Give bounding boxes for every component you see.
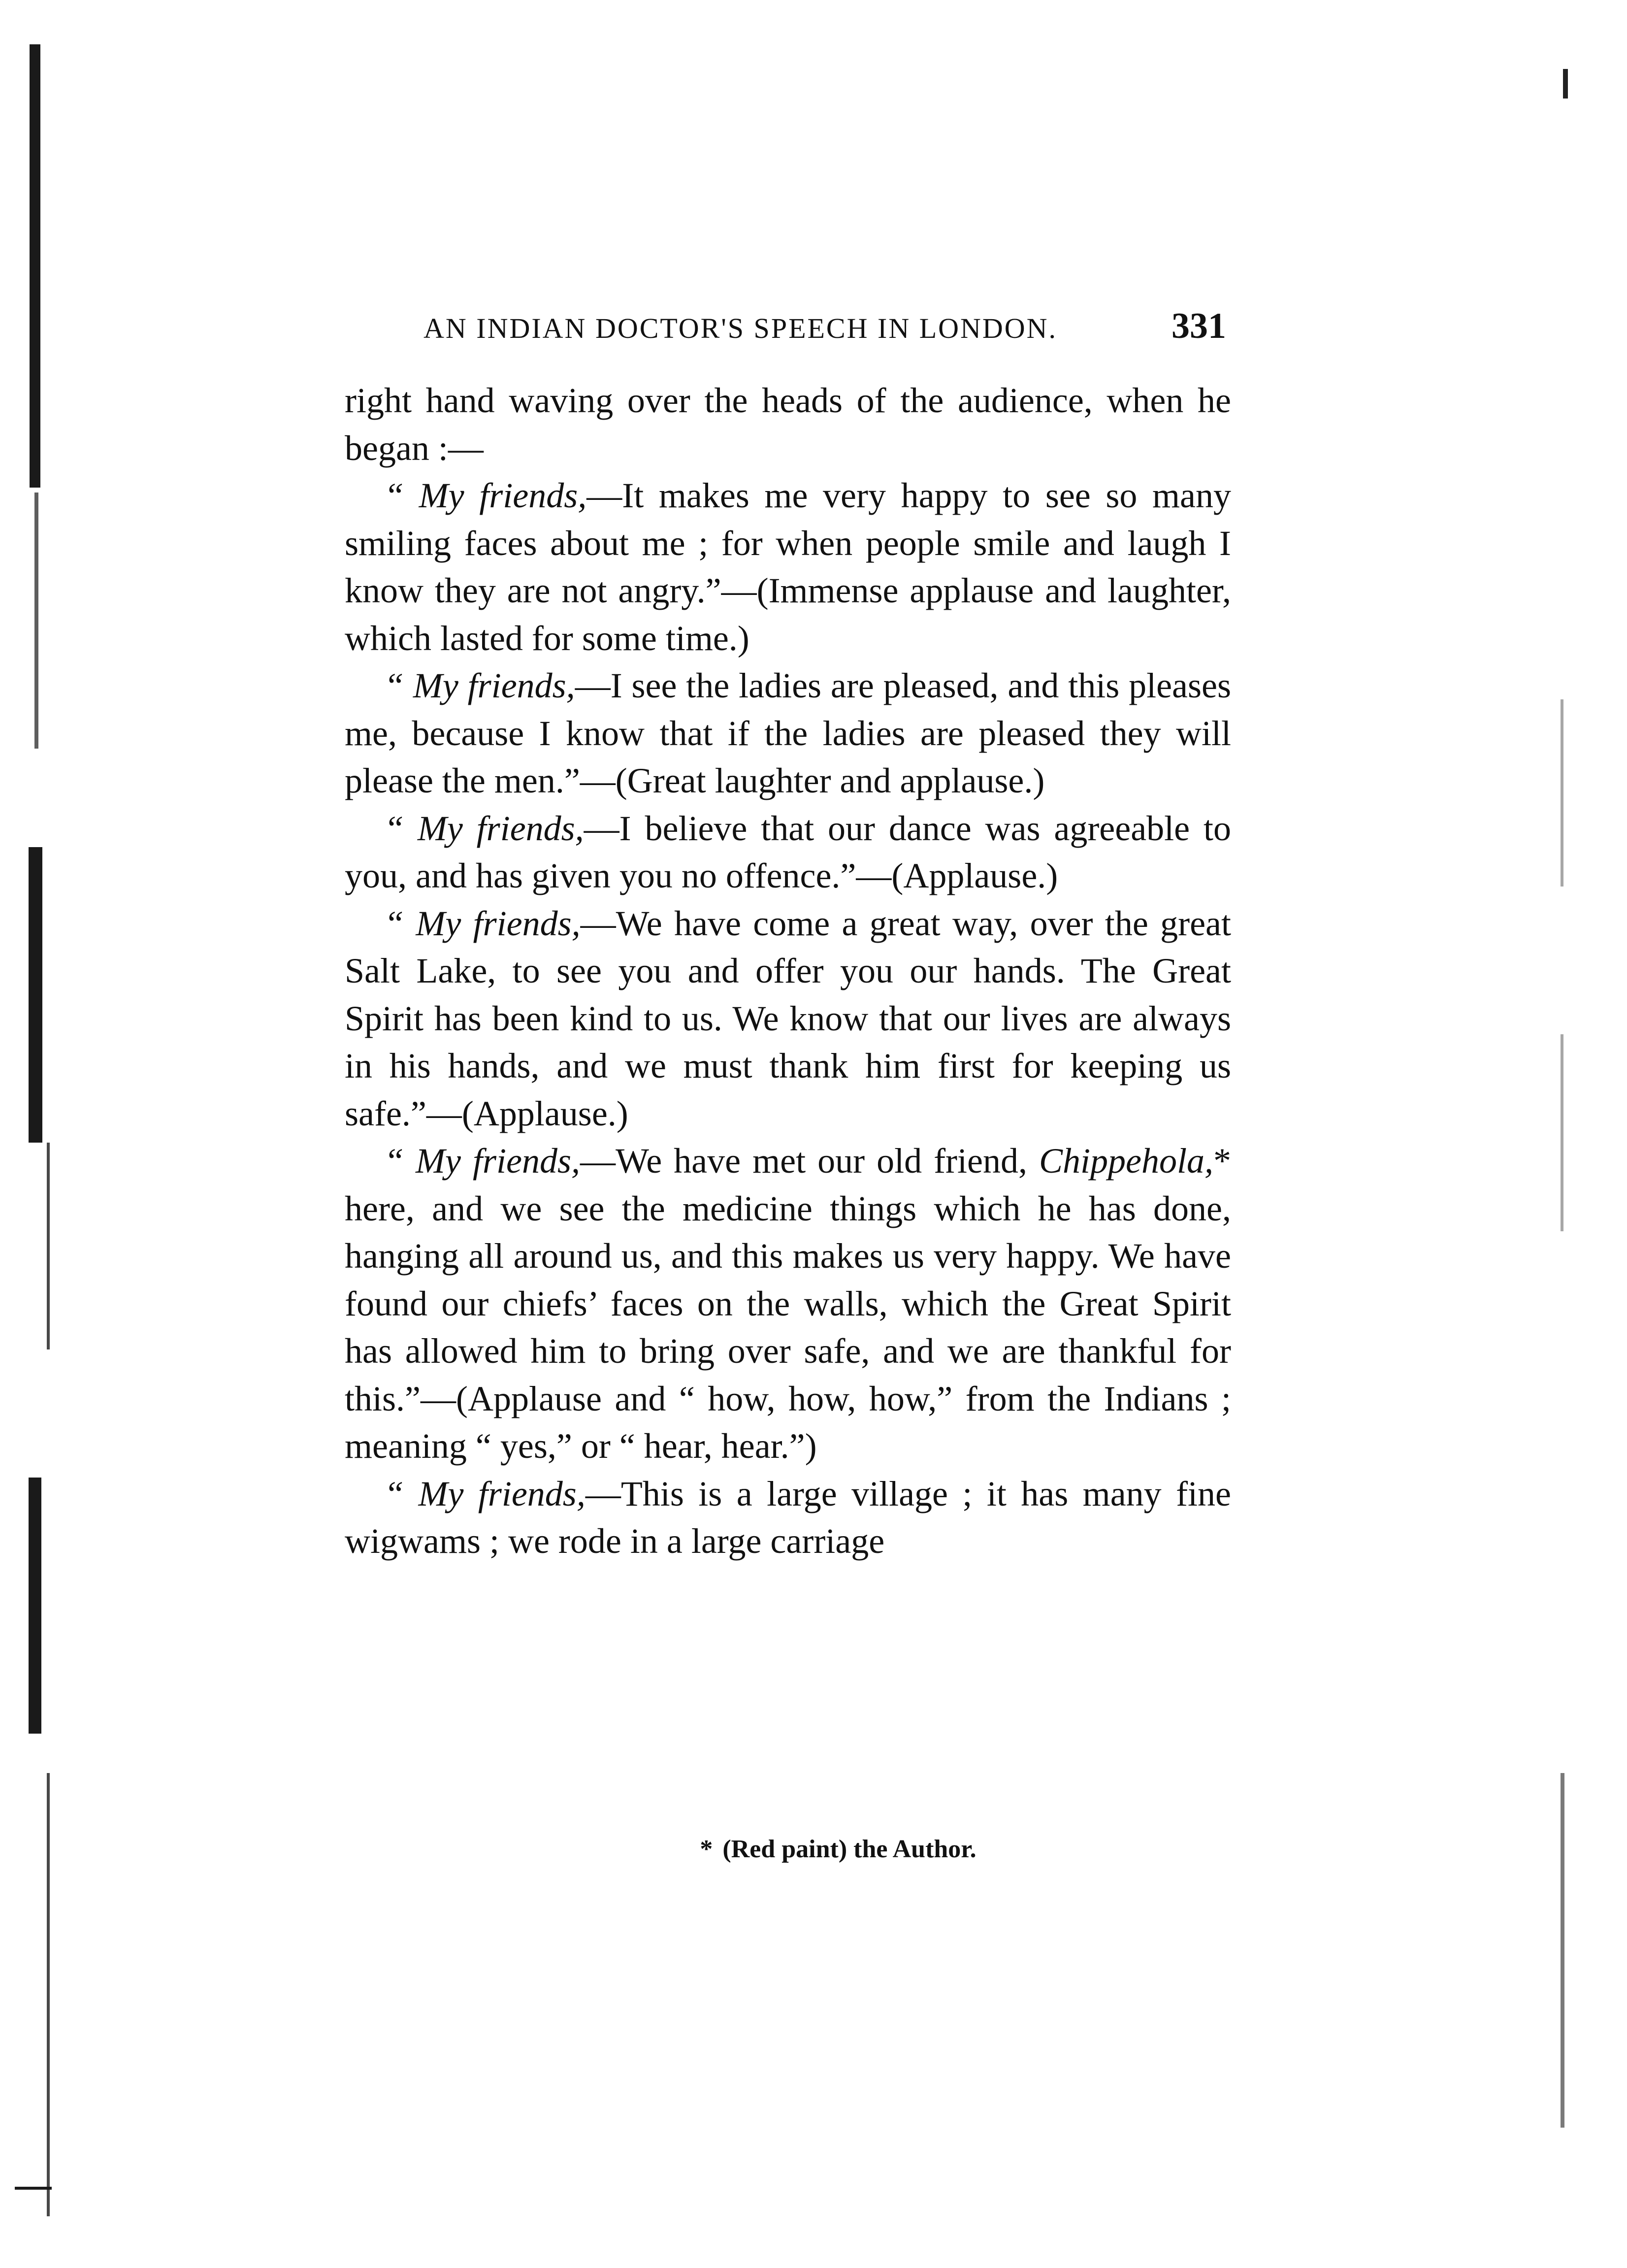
salutation: “ My friends, <box>384 666 575 705</box>
footnote <box>0 1835 1627 1864</box>
paragraph-text: * here, and we see the medicine things which he has done, hanging all around us, and this makes us very happy. We have found our chiefs’ faces on the walls, which the Great Spirit has allowed him to bring over safe, and we are thankful for this.”—(Applause and “ how, how, how,” from the Indians ; meaning “ yes,” or “ hear, hear.”) <box>345 1141 1232 1466</box>
page-number: 331 <box>1171 306 1226 346</box>
running-head <box>423 305 1226 355</box>
name-chippehola: Chippehola, <box>1039 1141 1214 1181</box>
paragraph-text: —It makes me very happy to see so many smiling faces about me ; for when people smile and laugh I know they are not angry.”—(Immense applause and laughter, which lasted for some time.) <box>345 476 1231 658</box>
salutation: “ My friends, <box>384 1141 581 1181</box>
paragraph-text: —We have met our old friend, <box>580 1141 1040 1181</box>
salutation: “ My friends, <box>384 1474 586 1513</box>
salutation: “ My friends, <box>384 808 584 848</box>
paragraph-3 <box>345 662 1231 805</box>
paragraph-text: —This is a large village ; it has many fine wigwams ; we rode in a large carriage <box>345 1474 1232 1561</box>
paragraph-7 <box>345 1470 1231 1565</box>
footnote-marker: * <box>700 1835 713 1863</box>
paragraph-2 <box>345 472 1231 662</box>
paragraph-1: right hand waving over the heads of the audience, when he began :— <box>345 381 1231 468</box>
running-title: AN INDIAN DOCTOR'S SPEECH IN LONDON. <box>423 312 1058 344</box>
body-text <box>345 377 1231 1565</box>
salutation: “ My friends, <box>384 476 587 515</box>
paragraph-4 <box>345 805 1231 900</box>
paragraph-text: —I see the ladies are pleased, and this pleases me, because I know that if the ladies are pleased they will please the men.”—(Great laughter and applause.) <box>345 666 1231 800</box>
footnote-text: (Red paint) the Author. <box>722 1835 976 1863</box>
salutation: “ My friends, <box>384 903 581 943</box>
paragraph-5 <box>345 900 1231 1138</box>
binding-shadow <box>0 0 69 2268</box>
paragraph-text: —I believe that our dance was agreeable to you, and has given you no offence.”—(Applause.) <box>345 808 1231 895</box>
paragraph-6 <box>345 1137 1231 1470</box>
paragraph-text: —We have come a great way, over the great Salt Lake, to see you and offer you our hands. The Great Spirit has been kind to us. We know that our lives are always in his hands, and we must thank him first for keeping us safe.”—(Applause.) <box>345 903 1231 1133</box>
page-edge-marks <box>1533 0 1627 2268</box>
